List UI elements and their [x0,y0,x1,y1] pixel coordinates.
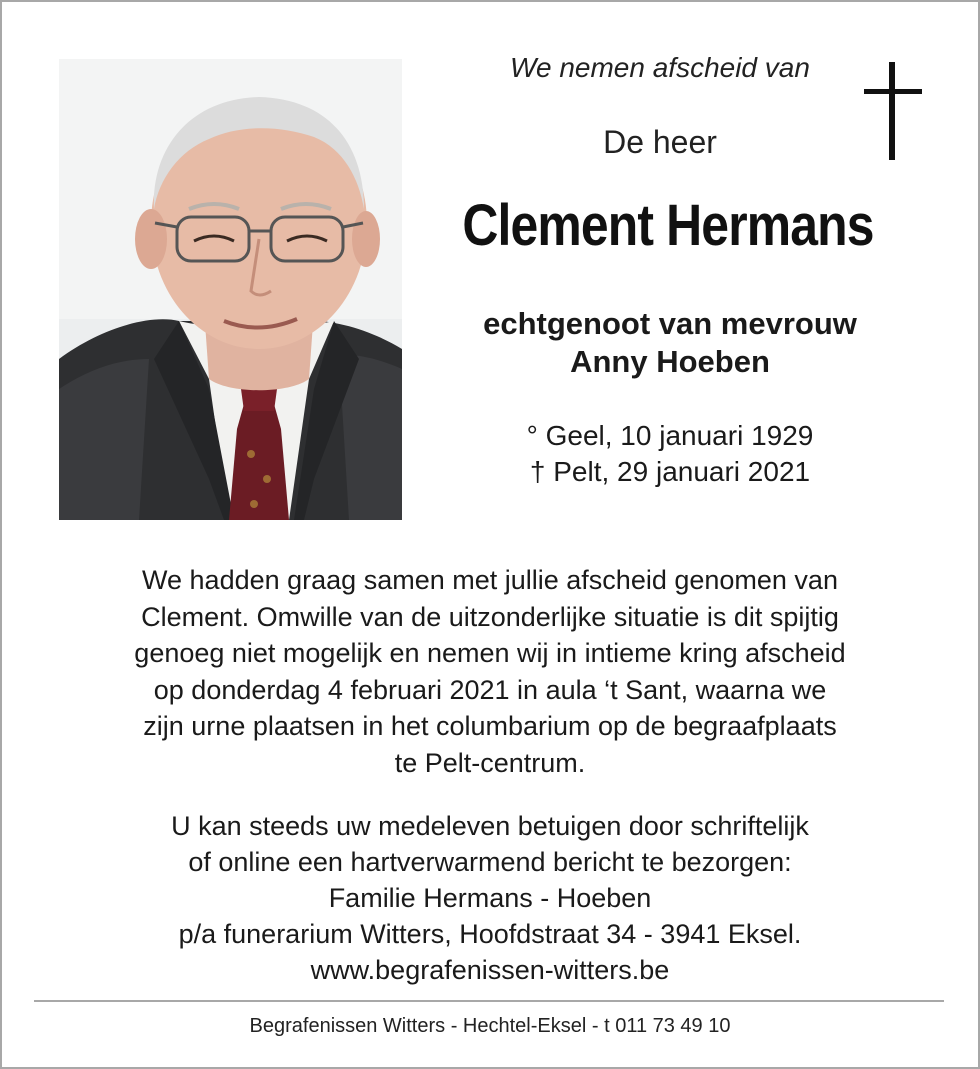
message-line: op donderdag 4 februari 2021 in aula ‘t Sant, waarna we [153,674,827,705]
closing-line: U kan steeds uw medeleven betuigen door schriftelijk [171,811,809,841]
spouse-block [420,305,920,381]
spouse-relation: echtgenoot van mevrouw [483,306,857,341]
postal-address: p/a funerarium Witters, Hoofdstraat 34 - 3941 Eksel. [178,919,802,949]
death-date: † Pelt, 29 januari 2021 [529,456,811,487]
deceased-name: Clement Hermans [462,193,874,258]
footer-divider [34,1000,944,1002]
honorific-title: De heer [603,124,717,160]
closing-line: of online een hartverwarmend bericht te bezorgen: [188,847,792,877]
family-name: Familie Hermans - Hoeben [328,883,652,913]
message-line: We hadden graag samen met jullie afscheid genomen van [142,565,838,595]
intro-text: We nemen afscheid van [510,52,810,83]
spouse-name: Anny Hoeben [570,344,770,379]
portrait-photo [59,59,402,520]
footer-contact: Begrafenissen Witters - Hechtel-Eksel - t 011 73 49 10 [249,1015,731,1037]
message-line: te Pelt-centrum. [394,747,586,778]
life-dates [420,418,920,490]
message-line: Clement. Omwille van de uitzonderlijke situatie is dit spijtig [141,601,839,632]
farewell-message [40,562,940,781]
website-link[interactable]: www.begrafenissen-witters.be [310,955,670,985]
birth-date: ° Geel, 10 januari 1929 [526,420,814,451]
message-line: genoeg niet mogelijk en nemen wij in intieme kring afscheid [134,638,846,668]
message-line: zijn urne plaatsen in het columbarium op de begraafplaats [143,711,837,741]
condolence-info [40,808,940,988]
